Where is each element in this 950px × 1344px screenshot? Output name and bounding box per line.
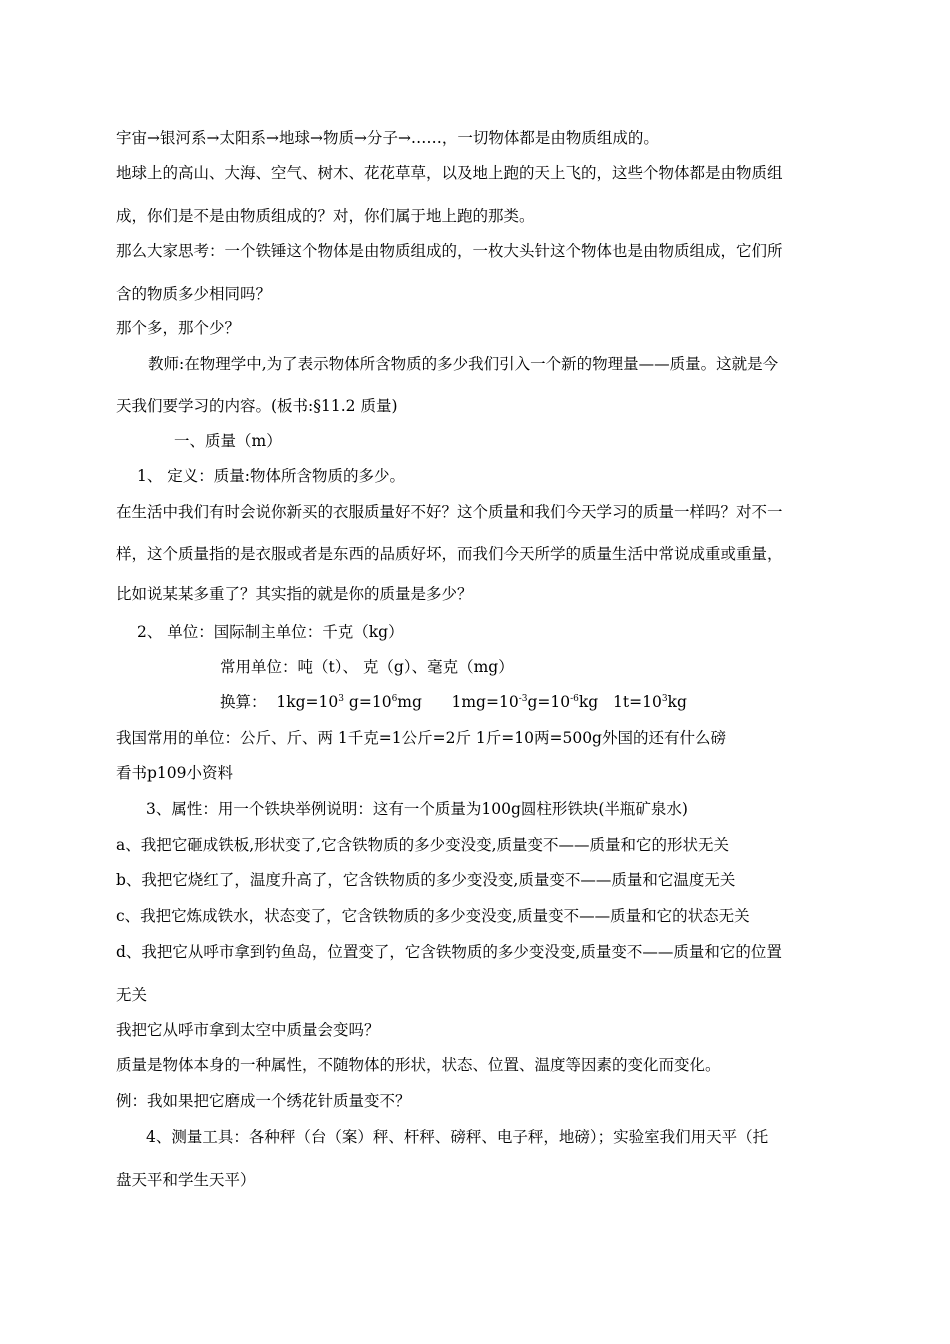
conversion-formula: kg	[578, 693, 599, 711]
text-line: 看书p109小资料	[116, 764, 234, 782]
text-line: 地球上的高山、大海、空气、树木、花花草草，以及地上跑的天上飞的，这些个物体都是由物质组	[116, 164, 783, 182]
text-line: 成，你们是不是由物质组成的？对，你们属于地上跑的那类。	[116, 207, 535, 225]
exponent: -6	[570, 693, 579, 704]
text-line: 1、 定义：质量:物体所含物质的多少。	[137, 467, 406, 485]
text-line: 盘天平和学生天平）	[116, 1171, 256, 1189]
text-line: 4、测量工具：各种秤（台（案）秤、杆秤、磅秤、电子秤，地磅）；实验室我们用天平（托	[146, 1128, 769, 1146]
conversion-formula: kg	[667, 693, 687, 711]
text-line: 样，这个质量指的是衣服或者是东西的品质好坏，而我们今天所学的质量生活中常说成重或重量，	[116, 545, 783, 563]
text-line: c、我把它炼成铁水，状态变了，它含铁物质的多少变没变,质量变不——质量和它的状态无关	[116, 907, 750, 925]
text-line: 3、属性：用一个铁块举例说明：这有一个质量为100g圆柱形铁块(半瓶矿泉水)	[146, 800, 688, 818]
text-line: 宇宙→银河系→太阳系→地球→物质→分子→……，一切物体都是由物质组成的。	[116, 129, 659, 147]
text-line: 我国常用的单位：公斤、斤、两 1千克=1公斤=2斤 1斤=10两=500g外国的还有什么磅	[116, 729, 726, 747]
exponent: 3	[338, 693, 344, 704]
text-line: 含的物质多少相同吗？	[116, 285, 272, 303]
section-heading: 一、质量（m）	[174, 432, 282, 450]
exponent: 3	[661, 693, 668, 704]
text-line: 常用单位：吨（t）、 克（g）、毫克（mg）	[220, 658, 514, 676]
text-line: 2、 单位：国际制主单位：千克（kg）	[137, 623, 404, 641]
text-line: d、我把它从呼市拿到钓鱼岛，位置变了，它含铁物质的多少变没变,质量变不——质量和它的位置	[116, 943, 782, 961]
text-line: 天我们要学习的内容。(板书:§11.2 质量)	[116, 397, 398, 415]
text-line: 无关	[116, 986, 148, 1004]
text-line: 例：我如果把它磨成一个绣花针质量变不？	[116, 1092, 411, 1110]
conversion-label: 换算：	[220, 693, 267, 711]
conversion-line	[220, 692, 687, 712]
conversion-formula: g=10	[344, 693, 392, 711]
text-line: 比如说某某多重了？其实指的就是你的质量是多少？	[116, 585, 473, 603]
text-line: 质量是物体本身的一种属性，不随物体的形状，状态、位置、温度等因素的变化而变化。	[116, 1056, 721, 1074]
conversion-formula: 1t=10	[613, 693, 662, 711]
conversion-formula: 1kg=10	[276, 693, 339, 711]
conversion-formula: g=10	[527, 693, 571, 711]
conversion-formula: mg	[397, 693, 422, 711]
text-line: b、我把它烧红了，温度升高了，它含铁物质的多少变没变,质量变不——质量和它温度无关	[116, 871, 736, 889]
text-line: a、我把它砸成铁板,形状变了,它含铁物质的多少变没变,质量变不——质量和它的形状无关	[116, 836, 730, 854]
exponent: -3	[518, 693, 528, 704]
text-line: 在生活中我们有时会说你新买的衣服质量好不好？这个质量和我们今天学习的质量一样吗？对不一	[116, 503, 783, 521]
text-line: 教师:在物理学中,为了表示物体所含物质的多少我们引入一个新的物理量——质量。这就是今	[148, 355, 779, 373]
text-line: 那个多，那个少？	[116, 319, 241, 337]
conversion-formula: 1mg=10	[451, 693, 519, 711]
exponent: 6	[391, 693, 398, 704]
text-line: 那么大家思考：一个铁锤这个物体是由物质组成的，一枚大头针这个物体也是由物质组成，它们所	[116, 242, 783, 260]
text-line: 我把它从呼市拿到太空中质量会变吗？	[116, 1021, 380, 1039]
